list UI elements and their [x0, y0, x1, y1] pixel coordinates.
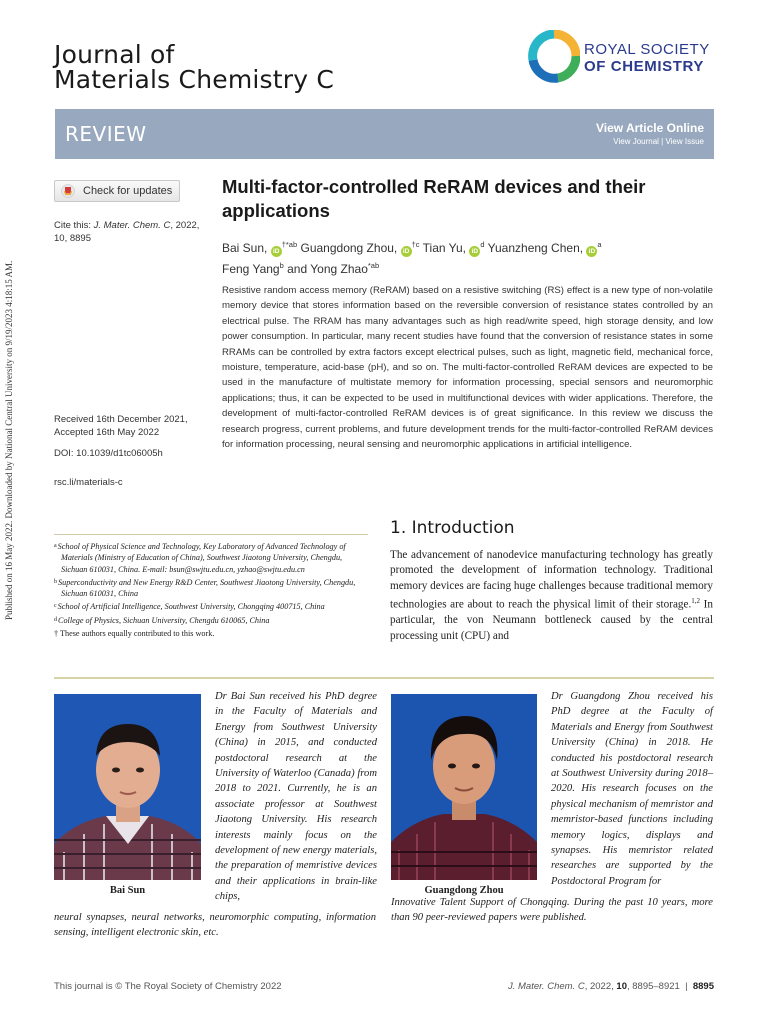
citation-ref[interactable]: 1,2 [691, 597, 701, 606]
copyright-footer: This journal is © The Royal Society of Chemistry 2022 [54, 981, 282, 992]
article-type: REVIEW [65, 122, 147, 146]
biography-text: Dr Bai Sun received his PhD degree in the Faculty of Materials and Energy from Southwest University (China) in 2015, and conducted postdoctoral research at the University of Waterloo (Canada) from 2018 to 2021. Currently, he is an associate professor at Southwest Jiaotong University. His research interests mainly focus on the development of new energy materials, the preparation of memristive devices and their applications in brain-like chips, [215, 691, 377, 903]
rsc-ring-icon [528, 30, 580, 86]
affiliation-item: $^b$Superconductivity and New Energy R&D Center, Southwest Jiaotong University, Chengdu, Sichuan 610031, China [54, 577, 356, 599]
affiliation-item: $^c$School of Artificial Intelligence, Southwest University, Chongqing 400715, China [54, 602, 325, 612]
cite-journal: J. Mater. Chem. C [93, 220, 171, 231]
author-marks: *ab [367, 261, 380, 270]
received-date: Received 16th December 2021, [54, 414, 188, 425]
biography-text-continued: Innovative Talent Support of Chongqing. During the past 10 years, more than 90 peer-reviewed papers were published. [391, 897, 713, 924]
author-name: Tian Yu, [422, 241, 467, 255]
orcid-icon[interactable]: iD [271, 246, 282, 257]
journal-issue-links[interactable]: View Journal | View Issue [613, 137, 704, 146]
article-title: Multi-factor-controlled ReRAM devices and their applications [222, 176, 646, 221]
download-stamp [4, 190, 16, 620]
cite-prefix: Cite this: [54, 220, 94, 231]
view-article-online-link[interactable]: View Article Online [595, 121, 704, 135]
accepted-date: Accepted 16th May 2022 [54, 427, 160, 438]
affiliation-item: $^a$School of Physical Science and Technology, Key Laboratory of Advanced Technology of Materials (Ministry of Education of China), Southwest Jiaotong University, Chengdu, Sichuan 610031, China. E-mail: bsun@swjtu.edu.cn, yzhao@swjtu.edu.cn [54, 542, 346, 574]
crossmark-icon [61, 184, 75, 198]
orcid-icon[interactable]: iD [469, 246, 480, 257]
intro-text-part2: In particular, the von Neumann bottleneck caused by the central processing unit (CPU) and [390, 598, 713, 642]
orcid-icon[interactable]: iD [401, 246, 412, 257]
affiliations [54, 541, 369, 641]
biography-divider [54, 677, 714, 679]
abstract: Resistive random access memory (ReRAM) based on a resistive switching (RS) effect is a new type of non-volatile memory device that stores information based on the reversible conversion of resistance states controlled by an electrical pulse. The RRAM has many advantages such as high read/write speed, high storage density, and low power consumption. In particular, many recent studies have found that the conversion of resistance states in some RRAMs can be controlled by extra factors except electrical pulses, such as light, magnetic field, mechanical force, moisture, temperature, acid-base (pH), and so on. The multi-factor-controlled ReRAM devices are expected to be used in the manufacture of multistate memory for information processing, special sensors and neuromorphic applications; thus, it can be expected to be used in multifunctional devices with wider applications. Therefore, the development of multi-factor-controlled ReRAM devices is of great significance. In this review we discuss the research progress, current problems, and future development trends for the multi-factor-controlled ReRAM devices for information processing, neural sensing and neuromorphic applications in artificial intelligence. [222, 285, 713, 451]
journal-title-line1: Journal of [54, 40, 175, 69]
doi[interactable]: DOI: 10.1039/d1tc06005h [54, 448, 163, 459]
author-name: Yuanzheng Chen, [487, 241, 584, 255]
journal-title [54, 42, 334, 92]
affiliation-item: $^d$College of Physics, Sichuan University, Chengdu 610065, China [54, 615, 270, 625]
author-photo-guangdong-zhou [391, 694, 537, 880]
author-photo-bai-sun [54, 694, 201, 880]
journal-title-line2: Materials Chemistry C [54, 65, 335, 94]
dates [54, 413, 214, 439]
author-list [222, 236, 714, 278]
author-marks: d [480, 240, 485, 249]
cite-volume-page: 10, 8895 [54, 233, 91, 244]
check-for-updates-label: Check for updates [83, 185, 173, 197]
author-marks: †c [411, 240, 420, 249]
author-name: Guangdong Zhou, [300, 241, 398, 255]
equal-contribution-note: † These authors equally contributed to this work. [54, 629, 215, 639]
publisher-name-line1: ROYAL SOCIETY [584, 41, 710, 58]
affiliations-divider [54, 534, 368, 535]
publisher-name-line2: OF CHEMISTRY [584, 58, 704, 75]
page-number: 8895 [692, 981, 714, 992]
author-name: Bai Sun, [222, 241, 268, 255]
author-marks: a [597, 240, 602, 249]
photo-caption: Guangdong Zhou [424, 885, 504, 896]
footer-journal: J. Mater. Chem. C [507, 981, 585, 992]
publisher-logo[interactable] [528, 30, 714, 86]
download-stamp-text: Published on 16 May 2022. Downloaded by National Central University on 9/19/2023 4:18:15 AM. [4, 260, 14, 620]
biography-text-continued: neural synapses, neural networks, neuromorphic computing, information sensing, intelligent electronic skin, etc. [54, 912, 376, 939]
introduction-text [390, 548, 713, 644]
journal-short-link[interactable]: rsc.li/materials-c [54, 477, 123, 488]
author-marks: b [279, 261, 284, 270]
biography-text: Dr Guangdong Zhou received his PhD degree at the Faculty of Materials and Energy from Southwest University (China) in 2018. He conducted his postdoctoral research at Southwest University during 2018–2020. His research focuses on the physical mechanism of memristor and memristor-based functions including memory logics, displays and synapses. His memristor related researches are supported by the Postdoctoral Program for [551, 691, 713, 887]
intro-text-part1: The advancement of nanodevice manufacturing technology has greatly promoted the development of information technology. Traditional memory devices are facing huge challenges because traditional memory technologies are about to reach the physical limit of their storage. [390, 549, 713, 611]
cite-rest: , 2022, [170, 220, 200, 231]
orcid-icon[interactable]: iD [586, 246, 597, 257]
footer-volume: 10 [616, 981, 627, 992]
citation [54, 219, 214, 245]
footer-pages: , 8895–8921 [626, 981, 680, 992]
author-marks: †*ab [281, 240, 298, 249]
page-footer: J. Mater. Chem. C, 2022, 10, 8895–8921 | 8895 [507, 981, 714, 992]
section-heading-introduction: 1. Introduction [390, 518, 515, 538]
article-type-banner [55, 109, 714, 159]
check-for-updates-button[interactable] [54, 180, 180, 202]
footer-year: , 2022, [584, 981, 617, 992]
photo-caption: Bai Sun [109, 885, 146, 896]
author-name: and Yong Zhao [287, 262, 368, 276]
author-name: Feng Yang [222, 262, 280, 276]
